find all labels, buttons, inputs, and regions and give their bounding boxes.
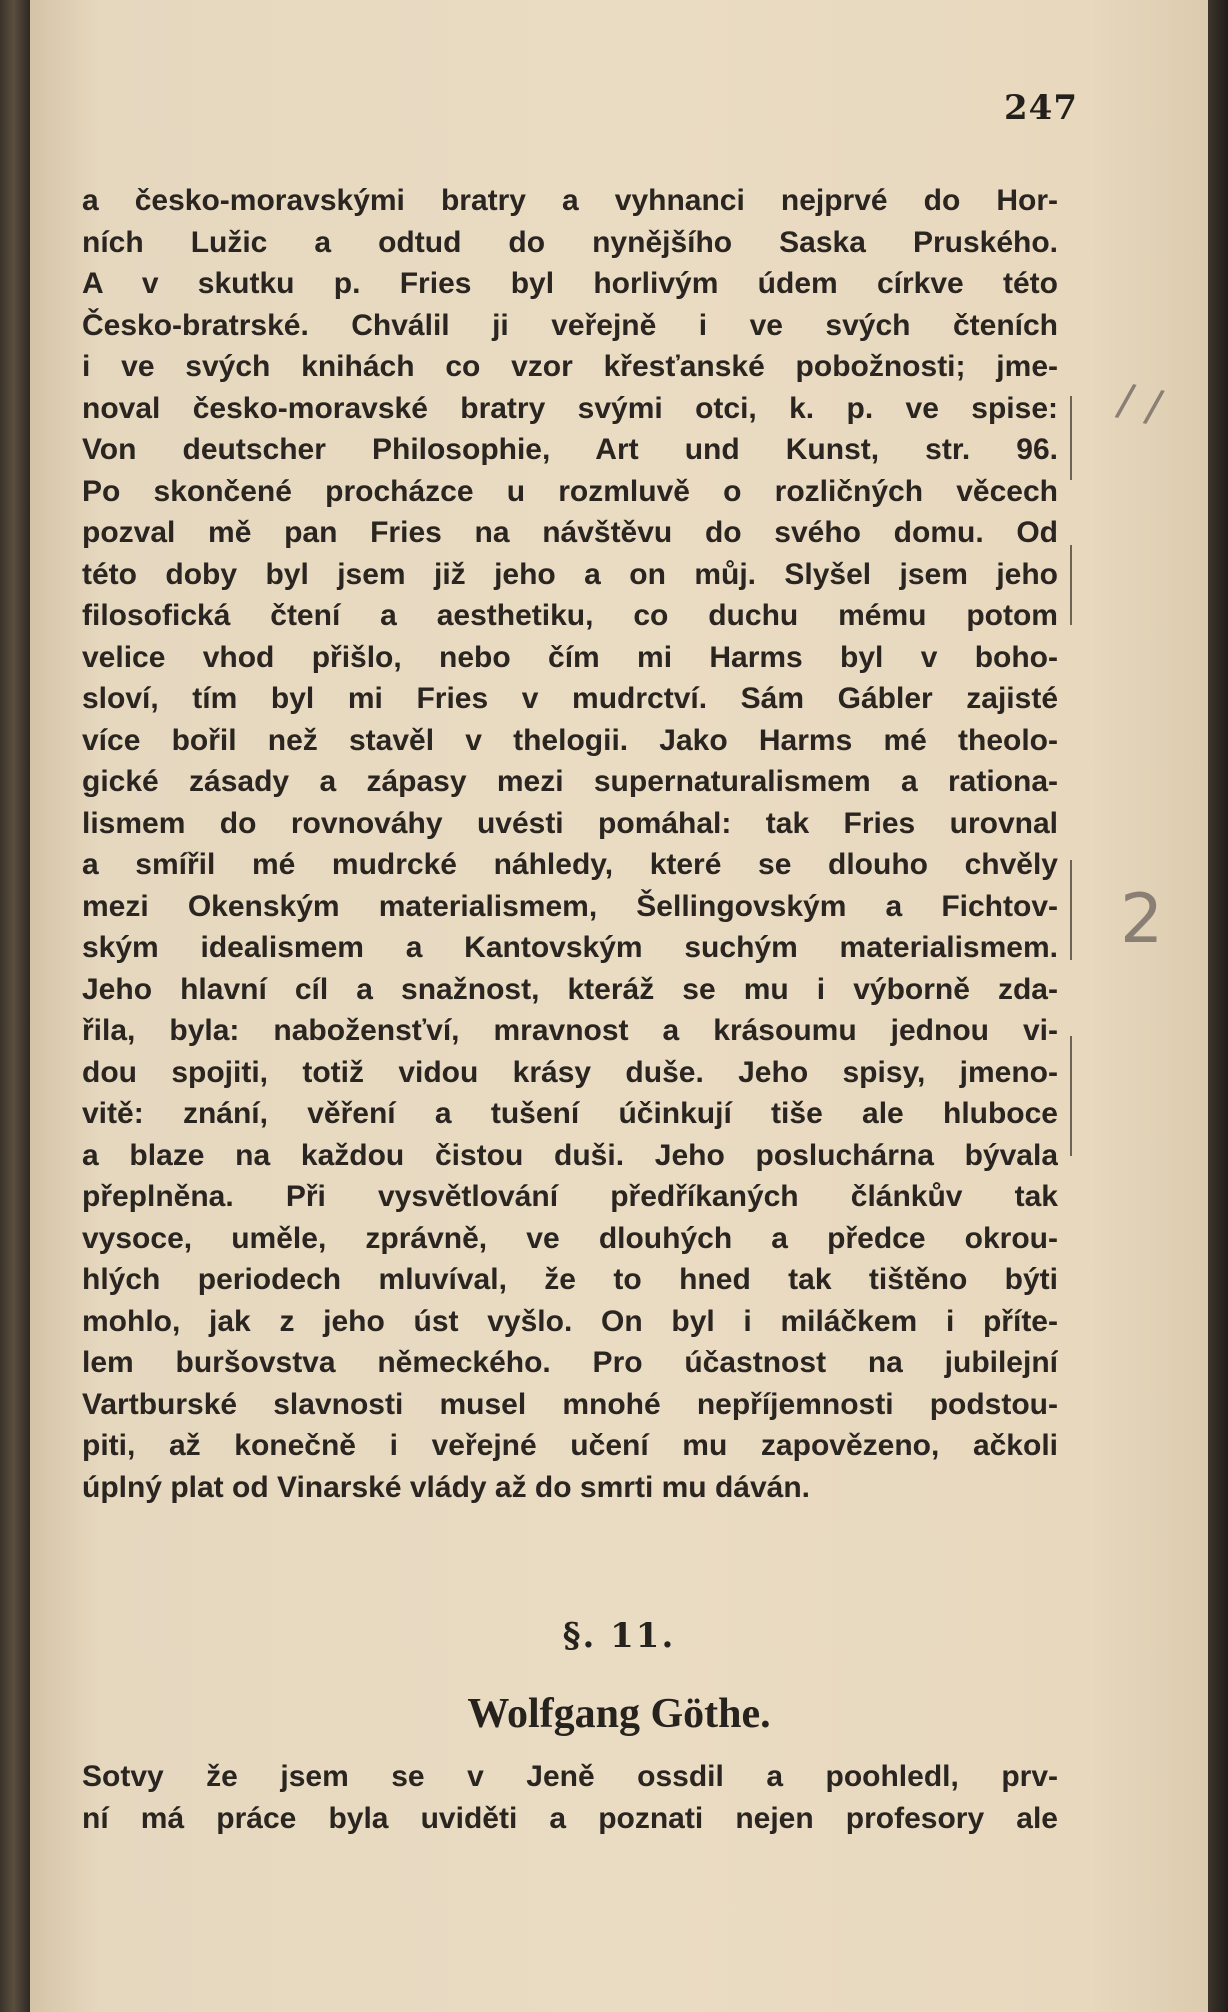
text-line: sloví, tím byl mi Fries v mudrctví. Sám Gábler zajisté (82, 682, 1058, 715)
text-line: více bořil než stavěl v thelogii. Jako Harms mé theolo- (82, 723, 1058, 757)
margin-bracket (1064, 860, 1072, 960)
margin-bracket (1064, 396, 1072, 480)
text-line: ních Lužic a odtud do nynějšího Saska Pruského. (82, 225, 1058, 259)
text-line: piti, až konečně i veřejné učení mu zapovězeno, ačkoli (82, 1429, 1058, 1462)
text-line: Jeho hlavní cíl a snažnost, kteráž se mu i výborně zda- (82, 972, 1058, 1006)
text-line: A v skutku p. Fries byl horlivým údem církve této (82, 267, 1058, 300)
text-line: Vartburské slavnosti musel mnohé nepříjemnosti podstou- (82, 1387, 1058, 1421)
text-line: gické zásady a zápasy mezi supernaturalismem a rationa- (82, 765, 1058, 798)
page-number: 247 (1004, 88, 1078, 128)
text-line: filosofická čtení a aesthetiku, co duchu mému potom (82, 599, 1058, 632)
text-line: této doby byl jsem již jeho a on můj. Slyšel jsem jeho (82, 557, 1058, 591)
text-line: pozval mě pan Fries na návštěvu do svého domu. Od (82, 516, 1058, 549)
text-line: Po skončené procházce u rozmluvě o rozličných věcech (82, 474, 1058, 508)
text-line: noval česko-moravské bratry svými otci, k. p. ve spise: (82, 391, 1058, 425)
text-line: Sotvy že jsem se v Jeně ossdil a poohledl, prv- (82, 1760, 1058, 1793)
page-right-shadow (1208, 0, 1228, 2012)
next-paragraph (82, 1756, 1058, 1839)
section-number: §. 11. (562, 1616, 676, 1656)
text-line: mohlo, jak z jeho úst vyšlo. On byl i miláčkem i příte- (82, 1304, 1058, 1338)
text-line: hlých periodech mluvíval, že to hned tak tištěno býti (82, 1263, 1058, 1296)
text-line: i ve svých knihách co vzor křesťanské pobožnosti; jme- (82, 350, 1058, 383)
main-paragraph (82, 180, 1058, 1508)
text-line: a smířil mé mudrcké náhledy, které se dlouho chvěly (82, 848, 1058, 881)
text-line: Von deutscher Philosophie, Art und Kunst, str. 96. (82, 433, 1058, 466)
pencil-annotation: / / (1113, 374, 1167, 433)
text-line: ní má práce byla uviděti a poznati nejen profesory ale (82, 1801, 1058, 1835)
text-line: vysoce, uměle, zprávně, ve dlouhých a předce okrou- (82, 1221, 1058, 1255)
text-line: mezi Okenským materialismem, Šellingovským a Fichtov- (82, 889, 1058, 923)
text-line: lismem do rovnováhy uvésti pomáhal: tak Fries urovnal (82, 806, 1058, 840)
text-line: úplný plat od Vinarské vlády až do smrti mu dáván. (82, 1470, 810, 1504)
pencil-annotation: 2 (1120, 880, 1164, 959)
text-line: a česko-moravskými bratry a vyhnanci nejprvé do Hor- (82, 184, 1058, 217)
text-line: dou spojiti, totiž vidou krásy duše. Jeho spisy, jmeno- (82, 1055, 1058, 1089)
text-line: lem buršovstva německého. Pro účastnost na jubilejní (82, 1346, 1058, 1379)
margin-bracket (1064, 1036, 1072, 1156)
margin-bracket (1064, 545, 1072, 625)
text-line: a blaze na každou čistou duši. Jeho posluchárna bývala (82, 1138, 1058, 1172)
text-line: Česko-bratrské. Chválil ji veřejně i ve svých čteních (82, 308, 1058, 342)
text-line: ským idealismem a Kantovským suchým materialismem. (82, 931, 1058, 964)
text-line: velice vhod přišlo, nebo čím mi Harms byl v boho- (82, 640, 1058, 674)
section-title: Wolfgang Göthe. (467, 1691, 771, 1737)
text-line: vitě: znání, věření a tušení účinkují tiše ale hluboce (82, 1097, 1058, 1130)
book-spine-edge (0, 0, 30, 2012)
text-line: řila, byla: nabožensťví, mravnost a krásoumu jednou vi- (82, 1014, 1058, 1047)
text-line: přeplněna. Při vysvětlování předříkaných článkův tak (82, 1180, 1058, 1213)
